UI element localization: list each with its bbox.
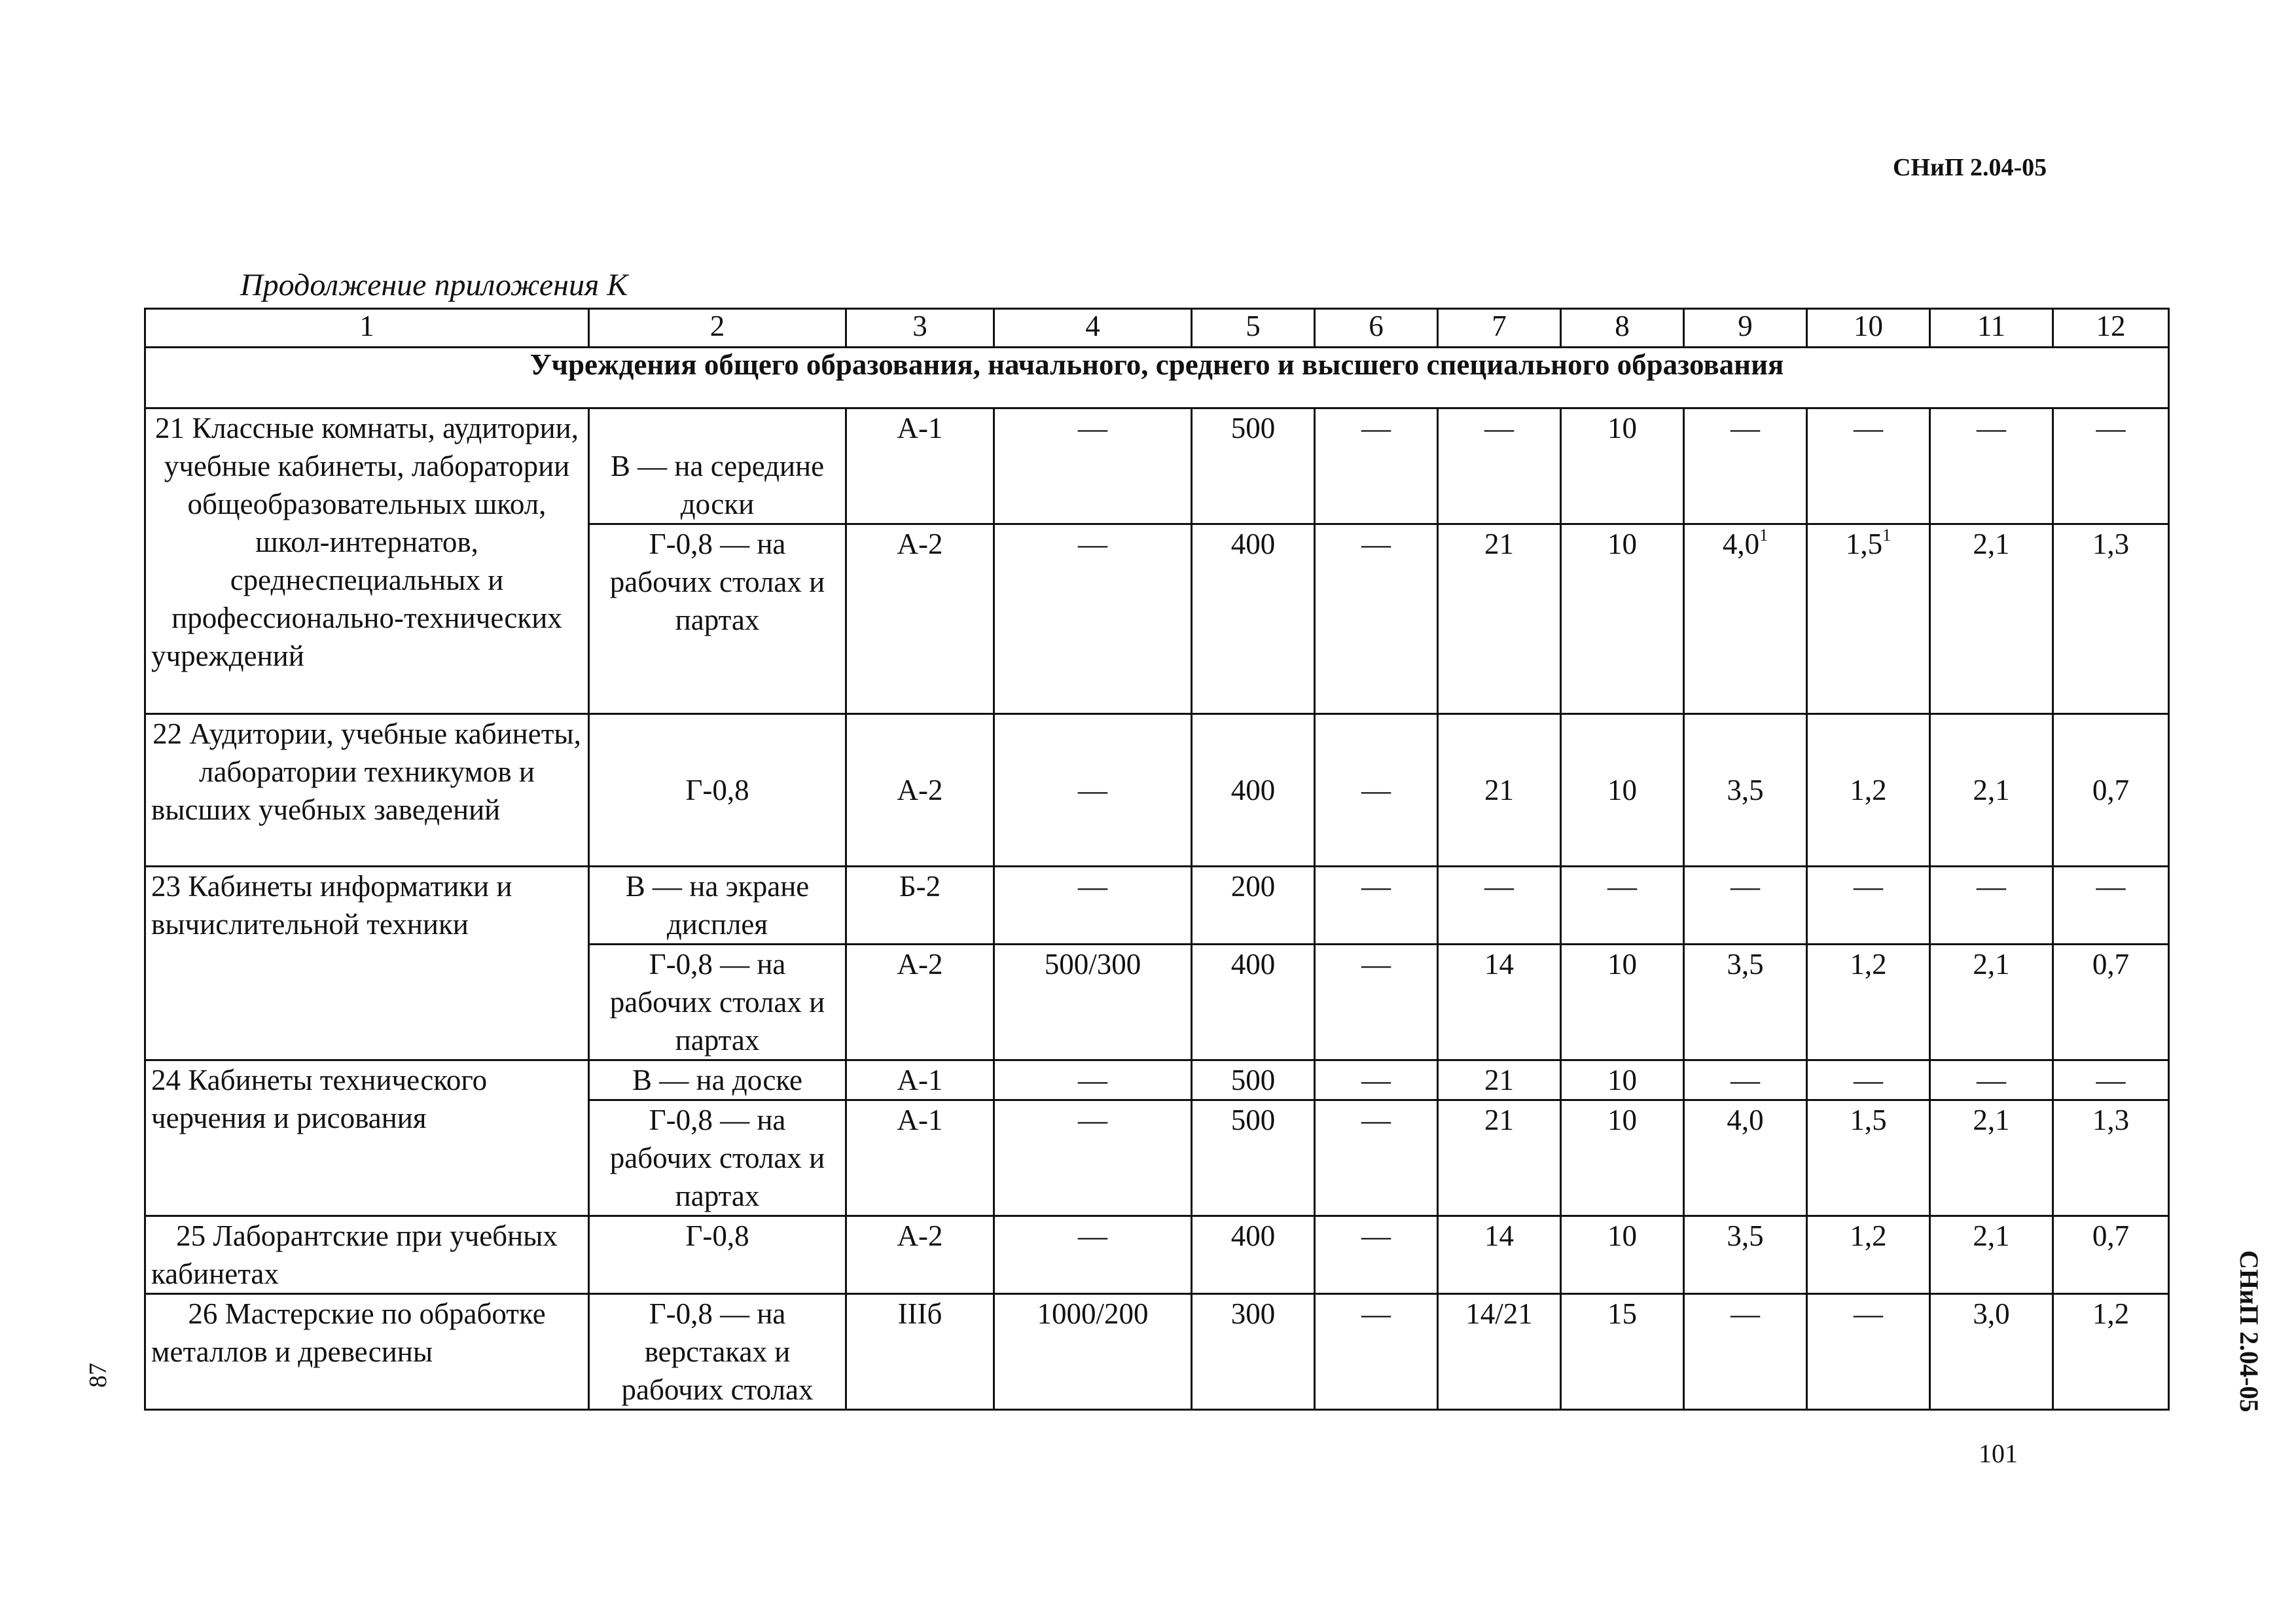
table-cell: 10: [1561, 1060, 1684, 1100]
table-cell: 2,1: [1930, 524, 2053, 714]
table-cell: 10: [1561, 524, 1684, 714]
table-cell: 1,5: [1807, 1100, 1930, 1216]
column-number: 10: [1807, 309, 1930, 348]
table-cell: —: [1684, 1294, 1807, 1410]
table-cell: 0,7: [2053, 714, 2169, 867]
table-cell: 1,3: [2053, 1100, 2169, 1216]
table-cell: 0,7: [2053, 945, 2169, 1060]
working-plane-cell: Г-0,8 — на рабочих столах и партах: [589, 1100, 846, 1216]
column-number-row: [145, 309, 2169, 348]
table-cell: 0,7: [2053, 1216, 2169, 1294]
table-cell: 1,2: [1807, 945, 1930, 1060]
side-page-number: 87: [84, 1363, 112, 1388]
table-cell: 2,1: [1930, 945, 2053, 1060]
table-cell: 21: [1438, 714, 1561, 867]
table-cell: —: [1930, 1060, 2053, 1100]
table-cell: —: [994, 714, 1192, 867]
table-cell: 2,1: [1930, 714, 2053, 867]
table-cell: А-2: [846, 945, 994, 1060]
table-cell: 400: [1192, 1216, 1315, 1294]
table-cell: 500: [1192, 1100, 1315, 1216]
table-cell: —: [1315, 714, 1438, 867]
table-cell: —: [1930, 867, 2053, 945]
table-cell: —: [1807, 408, 1930, 524]
table-cell: —: [1315, 945, 1438, 1060]
table-cell: 3,5: [1684, 945, 1807, 1060]
table-cell: 14: [1438, 945, 1561, 1060]
table-cell: —: [1315, 867, 1438, 945]
working-plane-cell: Г-0,8 — на рабочих столах и партах: [589, 524, 846, 714]
column-number: 7: [1438, 309, 1561, 348]
table-cell: 1,3: [2053, 524, 2169, 714]
table-caption: Продолжение приложения К: [240, 268, 628, 302]
room-name-cell: 24 Кабинеты технического черчения и рисования: [145, 1060, 589, 1216]
column-number: 4: [994, 309, 1192, 348]
table-cell: [1684, 524, 1807, 714]
table-cell: 3,5: [1684, 714, 1807, 867]
table-cell: —: [1930, 408, 2053, 524]
table-row: [145, 1060, 2169, 1100]
table-cell: —: [994, 408, 1192, 524]
table-cell: —: [1807, 1060, 1930, 1100]
table-cell: А-2: [846, 1216, 994, 1294]
table-cell: 400: [1192, 714, 1315, 867]
room-name-cell: 21 Классные комнаты, аудитории, учебные кабинеты, лаборатории общеобразовательных школ, школ-интернатов, среднеспециальных и профессионально-технических учреждений: [145, 408, 589, 714]
table-cell: Б-2: [846, 867, 994, 945]
table-cell: 3,5: [1684, 1216, 1807, 1294]
footnote-mark: 1: [1882, 526, 1892, 545]
table-cell: 200: [1192, 867, 1315, 945]
column-number: 12: [2053, 309, 2169, 348]
table-cell: —: [1315, 1100, 1438, 1216]
illumination-norms-table: [144, 308, 2170, 1411]
cell-value: 4,0: [1722, 528, 1760, 560]
table-cell: 21: [1438, 524, 1561, 714]
column-number: 6: [1315, 309, 1438, 348]
table-cell: [1807, 524, 1930, 714]
page-number: 101: [1979, 1439, 2018, 1468]
table-cell: 10: [1561, 945, 1684, 1060]
table-cell: —: [1684, 408, 1807, 524]
table-cell: —: [2053, 867, 2169, 945]
column-number: 11: [1930, 309, 2053, 348]
table-cell: —: [1438, 408, 1561, 524]
table-row: [145, 867, 2169, 945]
table-cell: 3,0: [1930, 1294, 2053, 1410]
table-cell: 500: [1192, 408, 1315, 524]
section-row: [145, 348, 2169, 408]
working-plane-cell: Г-0,8 — на верстаках и рабочих столах: [589, 1294, 846, 1410]
table-cell: 500/300: [994, 945, 1192, 1060]
table-cell: —: [994, 1216, 1192, 1294]
table-cell: 300: [1192, 1294, 1315, 1410]
table-cell: 1,2: [1807, 714, 1930, 867]
working-plane-cell: В — на экране дисплея: [589, 867, 846, 945]
table-cell: 21: [1438, 1100, 1561, 1216]
table-cell: 400: [1192, 524, 1315, 714]
table-cell: 2,1: [1930, 1216, 2053, 1294]
table-cell: 10: [1561, 1100, 1684, 1216]
table-cell: —: [994, 524, 1192, 714]
table-row: [145, 1294, 2169, 1410]
table-cell: 1,2: [1807, 1216, 1930, 1294]
table-cell: 400: [1192, 945, 1315, 1060]
table-cell: 10: [1561, 1216, 1684, 1294]
table-cell: 14: [1438, 1216, 1561, 1294]
table-cell: 21: [1438, 1060, 1561, 1100]
table-cell: 10: [1561, 714, 1684, 867]
column-number: 8: [1561, 309, 1684, 348]
column-number: 9: [1684, 309, 1807, 348]
table-cell: IIIб: [846, 1294, 994, 1410]
table-cell: —: [1561, 867, 1684, 945]
table-cell: А-2: [846, 524, 994, 714]
table-cell: А-1: [846, 408, 994, 524]
room-name-cell: 25 Лаборантские при учебных кабинетах: [145, 1216, 589, 1294]
working-plane-cell: Г-0,8: [589, 1216, 846, 1294]
table-cell: —: [2053, 408, 2169, 524]
document-code-header: СНиП 2.04-05: [1893, 154, 2047, 181]
column-number: 1: [145, 309, 589, 348]
table-cell: 1000/200: [994, 1294, 1192, 1410]
table-cell: —: [1315, 524, 1438, 714]
table-cell: 14/21: [1438, 1294, 1561, 1410]
table-cell: —: [1315, 1216, 1438, 1294]
table-cell: А-1: [846, 1060, 994, 1100]
table-cell: —: [994, 1060, 1192, 1100]
working-plane-cell: Г-0,8: [589, 714, 846, 867]
cell-value: 1,5: [1845, 528, 1883, 560]
table-cell: 1,2: [2053, 1294, 2169, 1410]
table-cell: —: [1807, 867, 1930, 945]
table-cell: —: [994, 1100, 1192, 1216]
section-title: Учреждения общего образования, начального, среднего и высшего специального образования: [145, 348, 2169, 408]
table-cell: 15: [1561, 1294, 1684, 1410]
table-cell: —: [994, 867, 1192, 945]
table-cell: —: [1315, 1294, 1438, 1410]
table-row: [145, 1216, 2169, 1294]
table-cell: —: [2053, 1060, 2169, 1100]
table-cell: —: [1684, 867, 1807, 945]
table-cell: —: [1315, 408, 1438, 524]
footnote-mark: 1: [1759, 526, 1768, 545]
table-cell: 2,1: [1930, 1100, 2053, 1216]
table-cell: —: [1438, 867, 1561, 945]
table-cell: А-2: [846, 714, 994, 867]
table-cell: 10: [1561, 408, 1684, 524]
working-plane-cell: В — на доске: [589, 1060, 846, 1100]
side-document-code: СНиП 2.04-05: [2234, 1250, 2264, 1413]
table-cell: 500: [1192, 1060, 1315, 1100]
working-plane-cell: Г-0,8 — на рабочих столах и партах: [589, 945, 846, 1060]
working-plane-cell: В — на середине доски: [589, 408, 846, 524]
column-number: 5: [1192, 309, 1315, 348]
column-number: 3: [846, 309, 994, 348]
room-name-cell: 23 Кабинеты информатики и вычислительной техники: [145, 867, 589, 1060]
table-cell: —: [1684, 1060, 1807, 1100]
table-row: [145, 408, 2169, 524]
table-cell: —: [1315, 1060, 1438, 1100]
table-row: [145, 714, 2169, 867]
table-cell: 4,0: [1684, 1100, 1807, 1216]
table-cell: А-1: [846, 1100, 994, 1216]
room-name-cell: 26 Мастерские по обработке металлов и древесины: [145, 1294, 589, 1410]
room-name-cell: 22 Аудитории, учебные кабинеты, лаборатории техникумов и высших учебных заведений: [145, 714, 589, 867]
table-cell: —: [1807, 1294, 1930, 1410]
column-number: 2: [589, 309, 846, 348]
